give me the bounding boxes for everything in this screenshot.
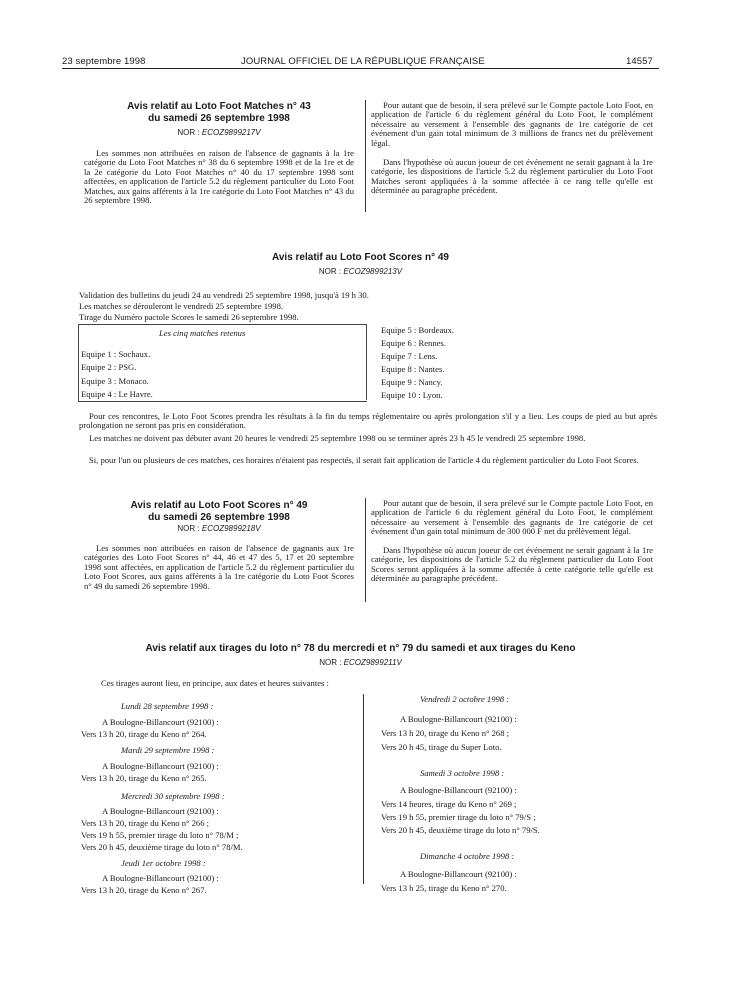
schedule-place-mercredi: A Boulogne-Billancourt (92100) : bbox=[102, 806, 219, 816]
s2-line-2: Les matches se dérouleront le vendredi 25 septembre 1998. bbox=[79, 301, 284, 311]
team-left-4: Equipe 4 : Le Havre. bbox=[81, 389, 153, 399]
matches-box-divider bbox=[366, 324, 657, 400]
header-rule bbox=[62, 68, 659, 69]
s1-nor bbox=[78, 128, 360, 137]
schedule-date-mercredi: Mercredi 30 septembre 1998 : bbox=[121, 791, 225, 801]
schedule-line-samedi-2: Vers 19 h 55, premier tirage du loto n° 79/S ; bbox=[381, 812, 536, 822]
team-left-2: Equipe 2 : PSG. bbox=[81, 362, 137, 372]
s2-title: Avis relatif au Loto Foot Scores n° 49 bbox=[272, 252, 449, 263]
s3-right-paragraph-2: Dans l'hypothèse où aucun joueur de cet événement ne serait gagnant à la 1re catégorie, les dispositions de l'article 5.2 du règlement particulier du Loto Foot Scores seront appliquées à la somme affectée à cette catégorie telle qu'elle est déterminée au paragraphe précédent. bbox=[371, 545, 653, 584]
schedule-line-mercredi-2: Vers 19 h 55, premier tirage du loto n° 78/M ; bbox=[81, 830, 239, 840]
s2-nor bbox=[62, 267, 659, 276]
schedule-line-mardi-1: Vers 13 h 20, tirage du Keno n° 265. bbox=[81, 773, 207, 783]
schedule-place-vendredi: A Boulogne-Billancourt (92100) : bbox=[400, 714, 517, 724]
team-right-8: Equipe 8 : Nantes. bbox=[381, 364, 445, 374]
page-number: 14557 bbox=[626, 56, 653, 67]
schedule-place-mardi: A Boulogne-Billancourt (92100) : bbox=[102, 761, 219, 771]
s3-column-rule bbox=[365, 498, 366, 602]
schedule-date-vendredi: Vendredi 2 octobre 1998 : bbox=[420, 694, 510, 704]
team-right-7: Equipe 7 : Lens. bbox=[381, 351, 438, 361]
s3-nor-code: ECOZ9899218V bbox=[201, 524, 261, 533]
team-left-3: Equipe 3 : Monaco. bbox=[81, 376, 149, 386]
s1-title-line2: du samedi 26 septembre 1998 bbox=[148, 113, 290, 124]
schedule-line-vendredi-2: Vers 20 h 45, tirage du Super Loto. bbox=[381, 742, 502, 752]
schedule-date-lundi: Lundi 28 septembre 1998 : bbox=[121, 701, 214, 711]
schedule-date-jeudi: Jeudi 1er octobre 1998 : bbox=[121, 858, 206, 868]
team-right-10: Equipe 10 : Lyon. bbox=[381, 390, 443, 400]
s2-line-3: Tirage du Numéro pactole Scores le samedi 26 septembre 1998. bbox=[79, 312, 299, 322]
s3-nor bbox=[78, 524, 360, 533]
team-right-6: Equipe 6 : Rennes. bbox=[381, 338, 446, 348]
team-right-5: Equipe 5 : Bordeaux. bbox=[381, 325, 455, 335]
s4-intro: Ces tirages auront lieu, en principe, aux dates et heures suivantes : bbox=[101, 678, 329, 688]
s1-column-rule bbox=[365, 100, 366, 212]
s2-line-1: Validation des bulletins du jeudi 24 au vendredi 25 septembre 1998, jusqu'à 19 h 30. bbox=[79, 290, 369, 300]
s1-nor-label: NOR : bbox=[177, 128, 200, 137]
s2-paragraph-3: Si, pour l'un ou plusieurs de ces matches, ces horaires n'étaient pas respectés, il serait fait application de l'article 4 du règlement particulier du Loto Foot Scores. bbox=[89, 455, 639, 465]
s4-nor-label: NOR : bbox=[319, 658, 342, 667]
schedule-line-vendredi-1: Vers 13 h 20, tirage du Keno n° 268 ; bbox=[381, 728, 510, 738]
s1-nor-code: ECOZ9899217V bbox=[201, 128, 261, 137]
schedule-line-lundi-1: Vers 13 h 20, tirage du Keno n° 264. bbox=[81, 729, 207, 739]
s1-right-paragraph-2: Dans l'hypothèse où aucun joueur de cet événement ne serait gagnant à la 1re catégorie, les dispositions de l'article 5.2 du règlement particulier du Loto Foot Matches seront appliquées à la somme affectée à ce rang telle qu'elle est déterminée au paragraphe précédent. bbox=[371, 157, 653, 196]
schedule-line-dimanche-1: Vers 13 h 25, tirage du Keno n° 270. bbox=[381, 883, 507, 893]
s2-nor-label: NOR : bbox=[318, 267, 342, 276]
s2-nor-code: ECOZ9899213V bbox=[343, 267, 403, 276]
schedule-date-dimanche: Dimanche 4 octobre 1998 : bbox=[420, 851, 515, 861]
team-right-9: Equipe 9 : Nancy. bbox=[381, 377, 443, 387]
matches-box-title: Les cinq matches retenus bbox=[159, 328, 246, 338]
schedule-place-lundi: A Boulogne-Billancourt (92100) : bbox=[102, 717, 219, 727]
header-date: 23 septembre 1998 bbox=[62, 56, 146, 67]
s1-left-paragraph: Les sommes non attribuées en raison de l'absence de gagnants à la 1re catégorie du Loto Foot Matches n° 38 du 6 septembre 1998 et de la 1re et de la 2e catégorie du Loto Foot Matches n° 40 du 17 septembre 1998 sont affectées, en application de l'article 5.2 du règlement particulier du Loto Foot Matches, aux gains afférents à la 1re catégorie du Loto Foot Matches n° 43 du 26 septembre 1998. bbox=[84, 148, 354, 206]
s4-nor bbox=[62, 658, 659, 667]
schedule-line-mercredi-3: Vers 20 h 45, deuxième tirage du loto n° 78/M. bbox=[81, 842, 243, 852]
schedule-line-samedi-1: Vers 14 heures, tirage du Keno n° 269 ; bbox=[381, 799, 517, 809]
s1-title-line1: Avis relatif au Loto Foot Matches n° 43 bbox=[127, 101, 311, 112]
s4-column-rule bbox=[363, 694, 364, 884]
schedule-line-samedi-3: Vers 20 h 45, deuxième tirage du loto n° 79/S. bbox=[381, 825, 540, 835]
s3-title-line1: Avis relatif au Loto Foot Scores n° 49 bbox=[130, 500, 308, 511]
s3-left-paragraph: Les sommes non attribuées en raison de l'absence de gagnants aux 1re catégories des Loto Foot Scores n° 44, 46 et 47 des 5, 17 et 20 septembre 1998 sont affectées, en application de l'article 5.2 du règlement particulier du Loto Foot Scores, aux gains afférents à la 1re catégorie du Loto Foot Scores n° 49 du samedi 26 septembre 1998. bbox=[84, 543, 354, 591]
s3-title bbox=[78, 500, 360, 524]
schedule-date-mardi: Mardi 29 septembre 1998 : bbox=[121, 745, 215, 755]
journal-title: JOURNAL OFFICIEL DE LA RÉPUBLIQUE FRANÇAISE bbox=[241, 56, 485, 67]
team-left-1: Equipe 1 : Sochaux. bbox=[81, 349, 151, 359]
s3-nor-label: NOR : bbox=[177, 524, 200, 533]
s2-paragraph-2: Les matches ne doivent pas débuter avant 20 heures le vendredi 25 septembre 1998 ou se terminer après 23 h 45 le vendredi 25 septembre 1998. bbox=[89, 433, 586, 443]
s3-title-line2: du samedi 26 septembre 1998 bbox=[148, 512, 290, 523]
schedule-date-samedi: Samedi 3 octobre 1998 : bbox=[420, 768, 505, 778]
s2-paragraph-1: Pour ces rencontres, le Loto Foot Scores prendra les résultats à la fin du temps réglementaire ou après prolongation s'il y a lieu. Les coups de pied au but après prolongation ne seront pas pris en considération. bbox=[79, 411, 657, 431]
schedule-place-samedi: A Boulogne-Billancourt (92100) : bbox=[400, 785, 517, 795]
schedule-line-mercredi-1: Vers 13 h 20, tirage du Keno n° 266 ; bbox=[81, 818, 210, 828]
s3-right-paragraph-1: Pour autant que de besoin, il sera prélevé sur le Compte pactole Loto Foot, en application de l'article 6 du règlement général du Loto Foot, le complément nécessaire au versement à l'ensemble des gagnants de 1re catégorie de cet événement d'un gain total minimum de 300 000 F net du prélèvement légal. bbox=[371, 498, 653, 537]
schedule-line-jeudi-1: Vers 13 h 20, tirage du Keno n° 267. bbox=[81, 885, 207, 895]
s1-title bbox=[78, 101, 360, 125]
schedule-place-dimanche: A Boulogne-Billancourt (92100) : bbox=[400, 869, 517, 879]
s1-right-paragraph-1: Pour autant que de besoin, il sera prélevé sur le Compte pactole Loto Foot, en application de l'article 6 du règlement général du Loto Foot, le complément nécessaire au versement à l'ensemble des gagnants de 1re catégorie de cet événement d'un gain total minimum de 3 millions de francs net du prélèvement légal. bbox=[371, 100, 653, 148]
s4-title: Avis relatif aux tirages du loto n° 78 du mercredi et n° 79 du samedi et aux tirages du Keno bbox=[145, 643, 576, 654]
s4-nor-code: ECOZ9899211V bbox=[343, 658, 402, 667]
schedule-place-jeudi: A Boulogne-Billancourt (92100) : bbox=[102, 873, 219, 883]
